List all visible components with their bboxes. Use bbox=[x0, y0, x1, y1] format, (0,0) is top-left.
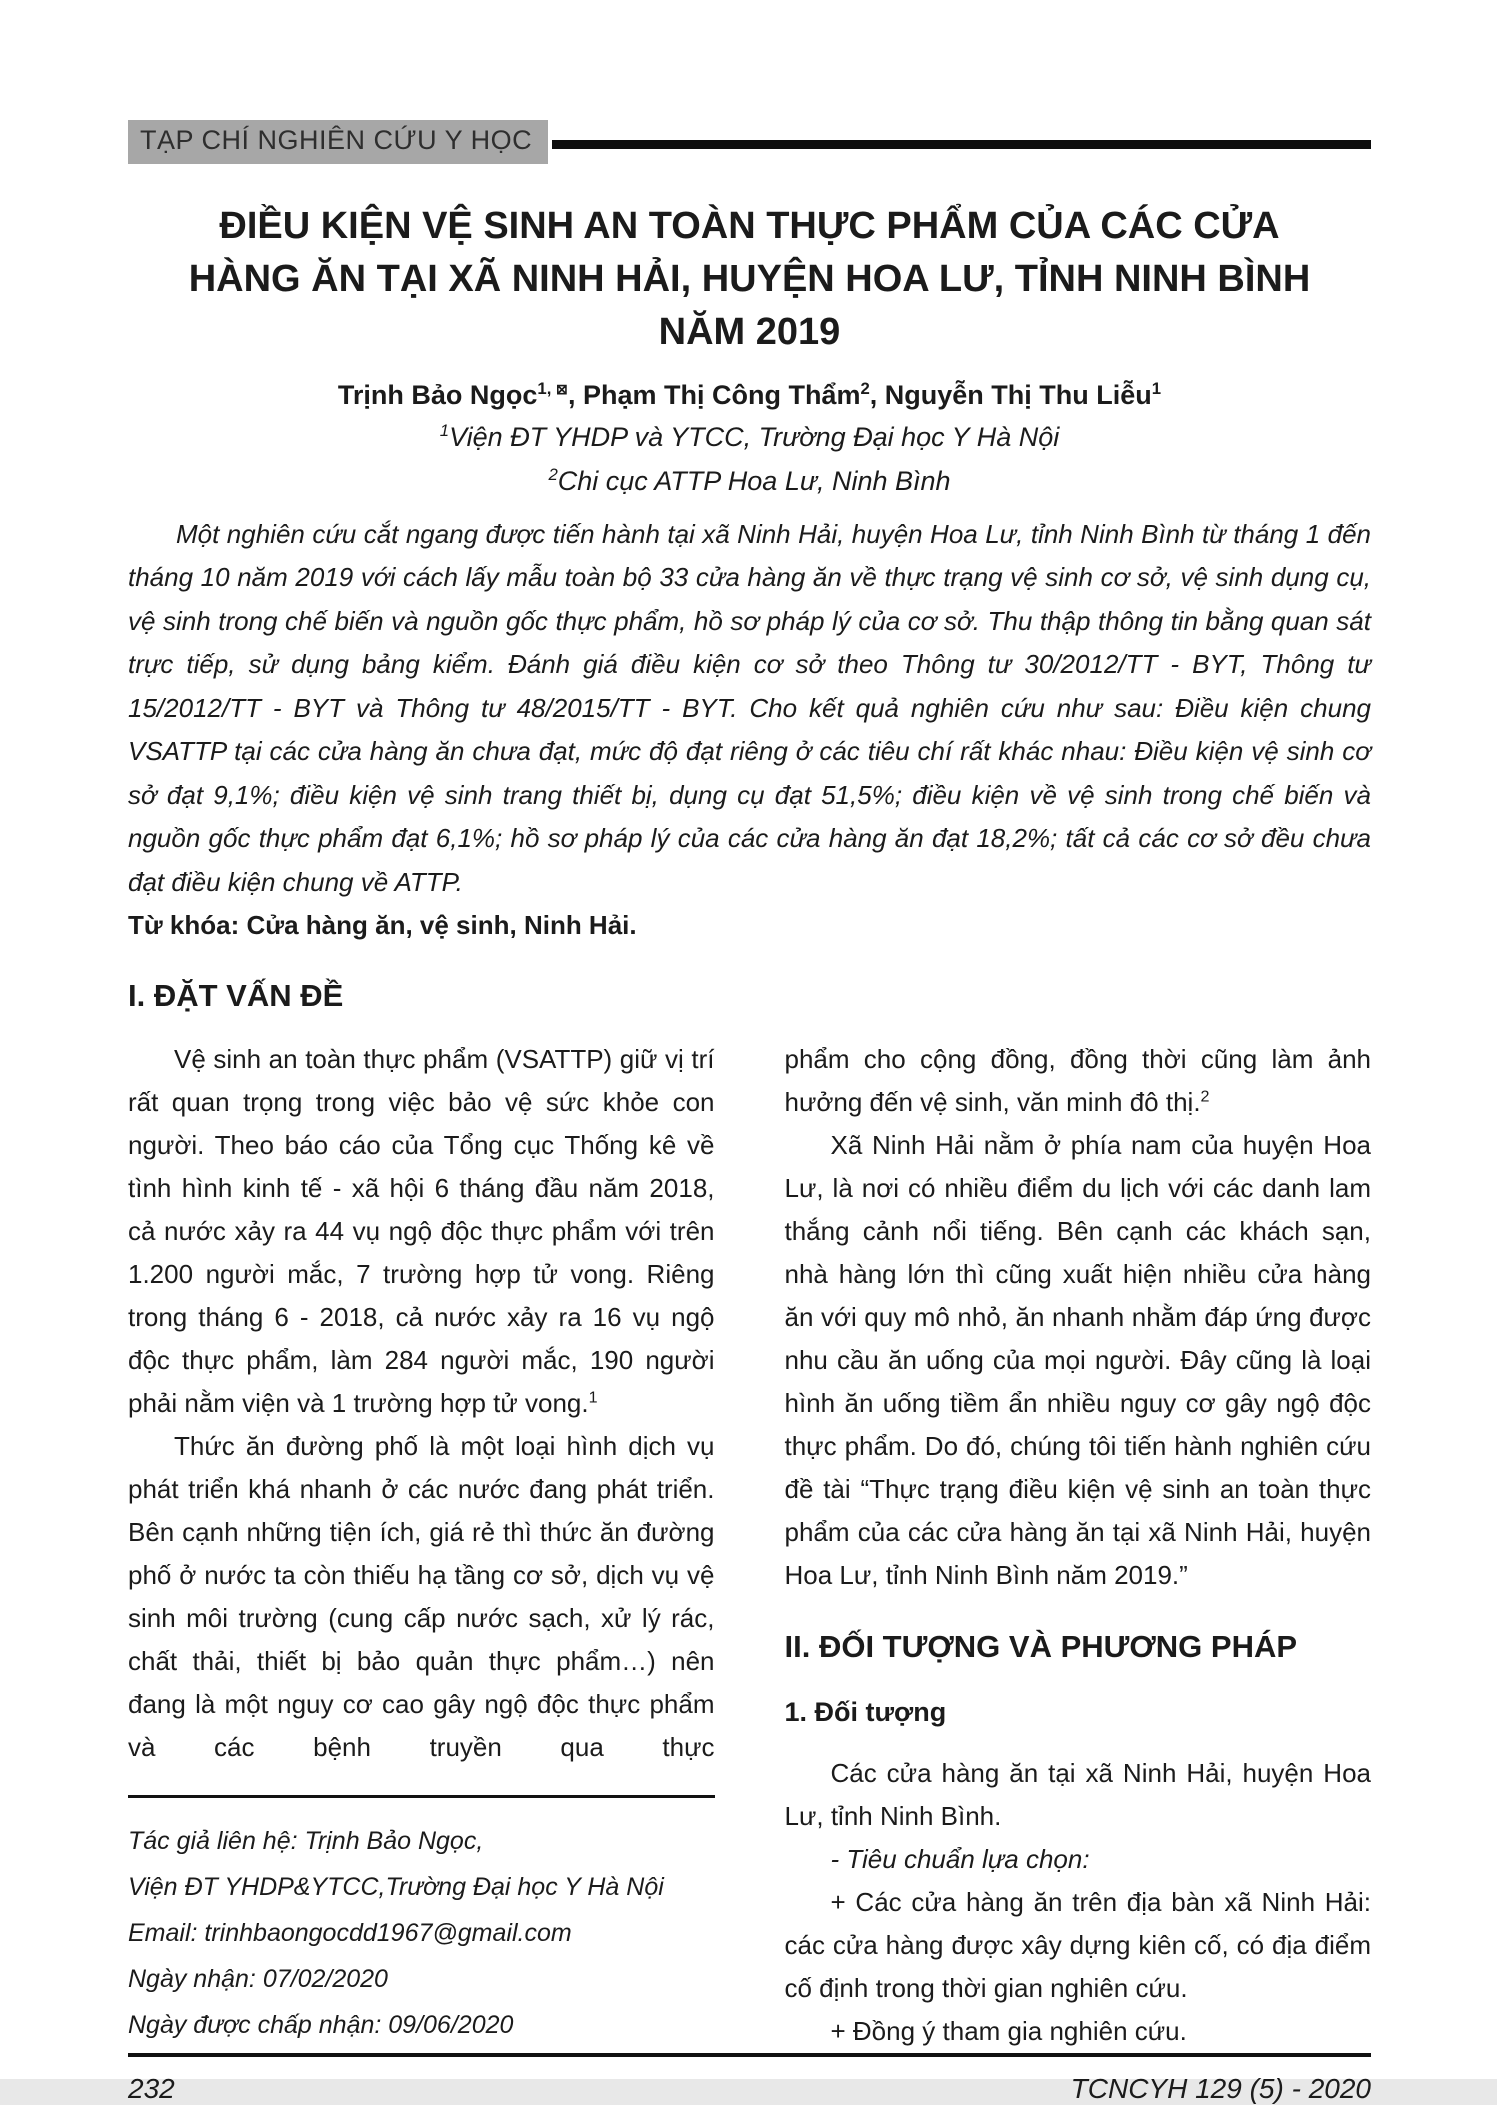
citation-superscript-1: 1 bbox=[588, 1388, 598, 1407]
intro-paragraph-1: Vệ sinh an toàn thực phẩm (VSATTP) giữ vị trí rất quan trọng trong việc bảo vệ sức khỏe con người. Theo báo cáo của Tổng cục Thống kê về tình hình kinh tế - xã hội 6 tháng đầu năm 2018, cả nước xảy ra 44 vụ ngộ độc thực phẩm với trên 1.200 người mắc, 7 trường hợp tử vong. Riêng trong tháng 6 - 2018, cả nước xảy ra 16 vụ ngộ độc thực phẩm, làm 284 người mắc, 190 người phải nằm viện và 1 trường hợp tử vong.$^1$ bbox=[128, 1043, 715, 1418]
contact-separator-rule bbox=[128, 1795, 715, 1798]
authors-line bbox=[128, 375, 1371, 415]
author-2: , Phạm Thị Công Thẩm bbox=[567, 379, 861, 410]
selection-criteria-bullet: - Tiêu chuẩn lựa chọn: bbox=[830, 1843, 1090, 1874]
section-heading-methods: II. ĐỐI TƯỢNG VÀ PHƯƠNG PHÁP bbox=[784, 1628, 1298, 1664]
contact-received-date: Ngày nhận: 07/02/2020 bbox=[128, 1964, 388, 1993]
header-rule bbox=[552, 140, 1371, 149]
page-header bbox=[128, 120, 1371, 164]
page-footer bbox=[128, 2053, 1371, 2105]
corresponding-author-block bbox=[128, 1818, 715, 2048]
affiliation-1: $^1$Viện ĐT YHDP và YTCC, Trường Đại học Y Hà Nội bbox=[439, 420, 1060, 452]
title-line-3: NĂM 2019 bbox=[658, 310, 841, 353]
keywords-text: Cửa hàng ăn, vệ sinh, Ninh Hải. bbox=[239, 910, 637, 941]
author-2-superscript: 2 bbox=[860, 378, 870, 398]
article-title bbox=[128, 200, 1371, 359]
affiliation-2: $^2$Chi cục ATTP Hoa Lư, Ninh Bình bbox=[548, 464, 951, 496]
section-heading-intro: I. ĐẶT VẤN ĐỀ bbox=[128, 977, 344, 1013]
contact-accepted-date: Ngày được chấp nhận: 09/06/2020 bbox=[128, 2010, 514, 2039]
intro-paragraph-2-continued: phẩm cho cộng đồng, đồng thời cũng làm ảnh hưởng đến vệ sinh, văn minh đô thị.$^2$ bbox=[784, 1043, 1371, 1117]
author-3-superscript: 1 bbox=[1151, 378, 1162, 398]
title-line-2: HÀNG ĂN TẠI XÃ NINH HẢI, HUYỆN HOA LƯ, TỈNH NINH BÌNH bbox=[188, 257, 1311, 300]
left-column bbox=[128, 1038, 715, 2053]
criteria-item-1: + Các cửa hàng ăn trên địa bàn xã Ninh Hải: các cửa hàng được xây dựng kiên cố, có địa điểm cố định trong thời gian nghiên cứu. bbox=[784, 1886, 1371, 2003]
affiliation-1-superscript: 1 bbox=[439, 420, 450, 440]
body-columns bbox=[128, 1038, 1371, 2053]
corresponding-author-envelope-icon: ⊠ bbox=[556, 381, 568, 398]
citation-superscript-2: 2 bbox=[1200, 1087, 1210, 1106]
title-line-1: ĐIỀU KIỆN VỆ SINH AN TOÀN THỰC PHẨM CỦA CÁC CỬA bbox=[219, 204, 1280, 247]
intro-paragraph-2: Thức ăn đường phố là một loại hình dịch vụ phát triển khá nhanh ở các nước đang phát triển. Bên cạnh những tiện ích, giá rẻ thì thức ăn đường phố ở nước ta còn thiếu hạ tầng cơ sở, dịch vụ vệ sinh môi trường (cung cấp nước sạch, xử lý rác, chất thải, thiết bị bảo quản thực phẩm…) nên đang là một nguy cơ cao gây ngộ độc thực phẩm và các bệnh truyền qua thực bbox=[128, 1430, 715, 1762]
keywords-label: Từ khóa: bbox=[128, 910, 240, 941]
author-3: , Nguyễn Thị Thu Liễu bbox=[869, 379, 1152, 410]
affiliation-2-superscript: 2 bbox=[548, 464, 558, 484]
right-column bbox=[785, 1038, 1372, 2053]
intro-paragraph-3: Xã Ninh Hải nằm ở phía nam của huyện Hoa Lư, là nơi có nhiều điểm du lịch với các danh lam thắng cảnh nổi tiếng. Bên cạnh các khách sạn, nhà hàng lớn thì cũng xuất hiện nhiều cửa hàng ăn với quy mô nhỏ, ăn nhanh nhằm đáp ứng được nhu cầu ăn uống của mọi người. Đây cũng là loại hình ăn uống tiềm ẩn nhiều nguy cơ gây ngộ độc thực phẩm. Do đó, chúng tôi tiến hành nghiên cứu đề tài “Thực trạng điều kiện vệ sinh an toàn thực phẩm của các cửa hàng ăn tại xã Ninh Hải, huyện Hoa Lư, tỉnh Ninh Bình năm 2019.” bbox=[784, 1129, 1371, 1590]
journal-header-box bbox=[128, 120, 548, 164]
contact-line: Viện ĐT YHDP&YTCC,Trường Đại học Y Hà Nội bbox=[128, 1872, 664, 1901]
keywords-line bbox=[128, 904, 1371, 948]
contact-line: Tác giả liên hệ: Trịnh Bảo Ngọc, bbox=[128, 1826, 484, 1855]
journal-name: TẠP CHÍ NGHIÊN CỨU Y HỌC bbox=[140, 125, 533, 155]
journal-reference: TCNCYH 129 (5) - 2020 bbox=[1070, 2072, 1371, 2104]
methods-paragraph-1: Các cửa hàng ăn tại xã Ninh Hải, huyện Hoa Lư, tỉnh Ninh Bình. bbox=[784, 1757, 1371, 1831]
author-1: Trịnh Bảo Ngọc bbox=[337, 379, 538, 410]
page-number: 232 bbox=[128, 2072, 175, 2104]
contact-email-line: Email: trinhbaongocdd1967@gmail.com bbox=[128, 1918, 572, 1947]
abstract-paragraph: Một nghiên cứu cắt ngang được tiến hành tại xã Ninh Hải, huyện Hoa Lư, tỉnh Ninh Bình từ tháng 1 đến tháng 10 năm 2019 với cách lấy mẫu toàn bộ 33 cửa hàng ăn về thực trạng vệ sinh cơ sở, vệ sinh dụng cụ, vệ sinh trong chế biến và nguồn gốc thực phẩm, hồ sơ pháp lý của cơ sở. Thu thập thông tin bằng quan sát trực tiếp, sử dụng bảng kiểm. Đánh giá điều kiện cơ sở theo Thông tư 30/2012/TT - BYT, Thông tư 15/2012/TT - BYT và Thông tư 48/2015/TT - BYT. Cho kết quả nghiên cứu như sau: Điều kiện chung VSATTP tại các cửa hàng ăn chưa đạt, mức độ đạt riêng ở các tiêu chí rất khác nhau: Điều kiện vệ sinh cơ sở đạt 9,1%; điều kiện vệ sinh trang thiết bị, dụng cụ đạt 51,5%; điều kiện về vệ sinh trong chế biến và nguồn gốc thực phẩm đạt 6,1%; hồ sơ pháp lý của các cửa hàng ăn đạt 18,2%; tất cả các cơ sở đều chưa đạt điều kiện chung về ATTP. bbox=[128, 518, 1371, 897]
criteria-item-2: + Đồng ý tham gia nghiên cứu. bbox=[830, 2015, 1187, 2046]
author-1-superscript: 1, ⊠ bbox=[537, 378, 568, 398]
subsection-heading-subjects: 1. Đối tượng bbox=[784, 1696, 947, 1727]
